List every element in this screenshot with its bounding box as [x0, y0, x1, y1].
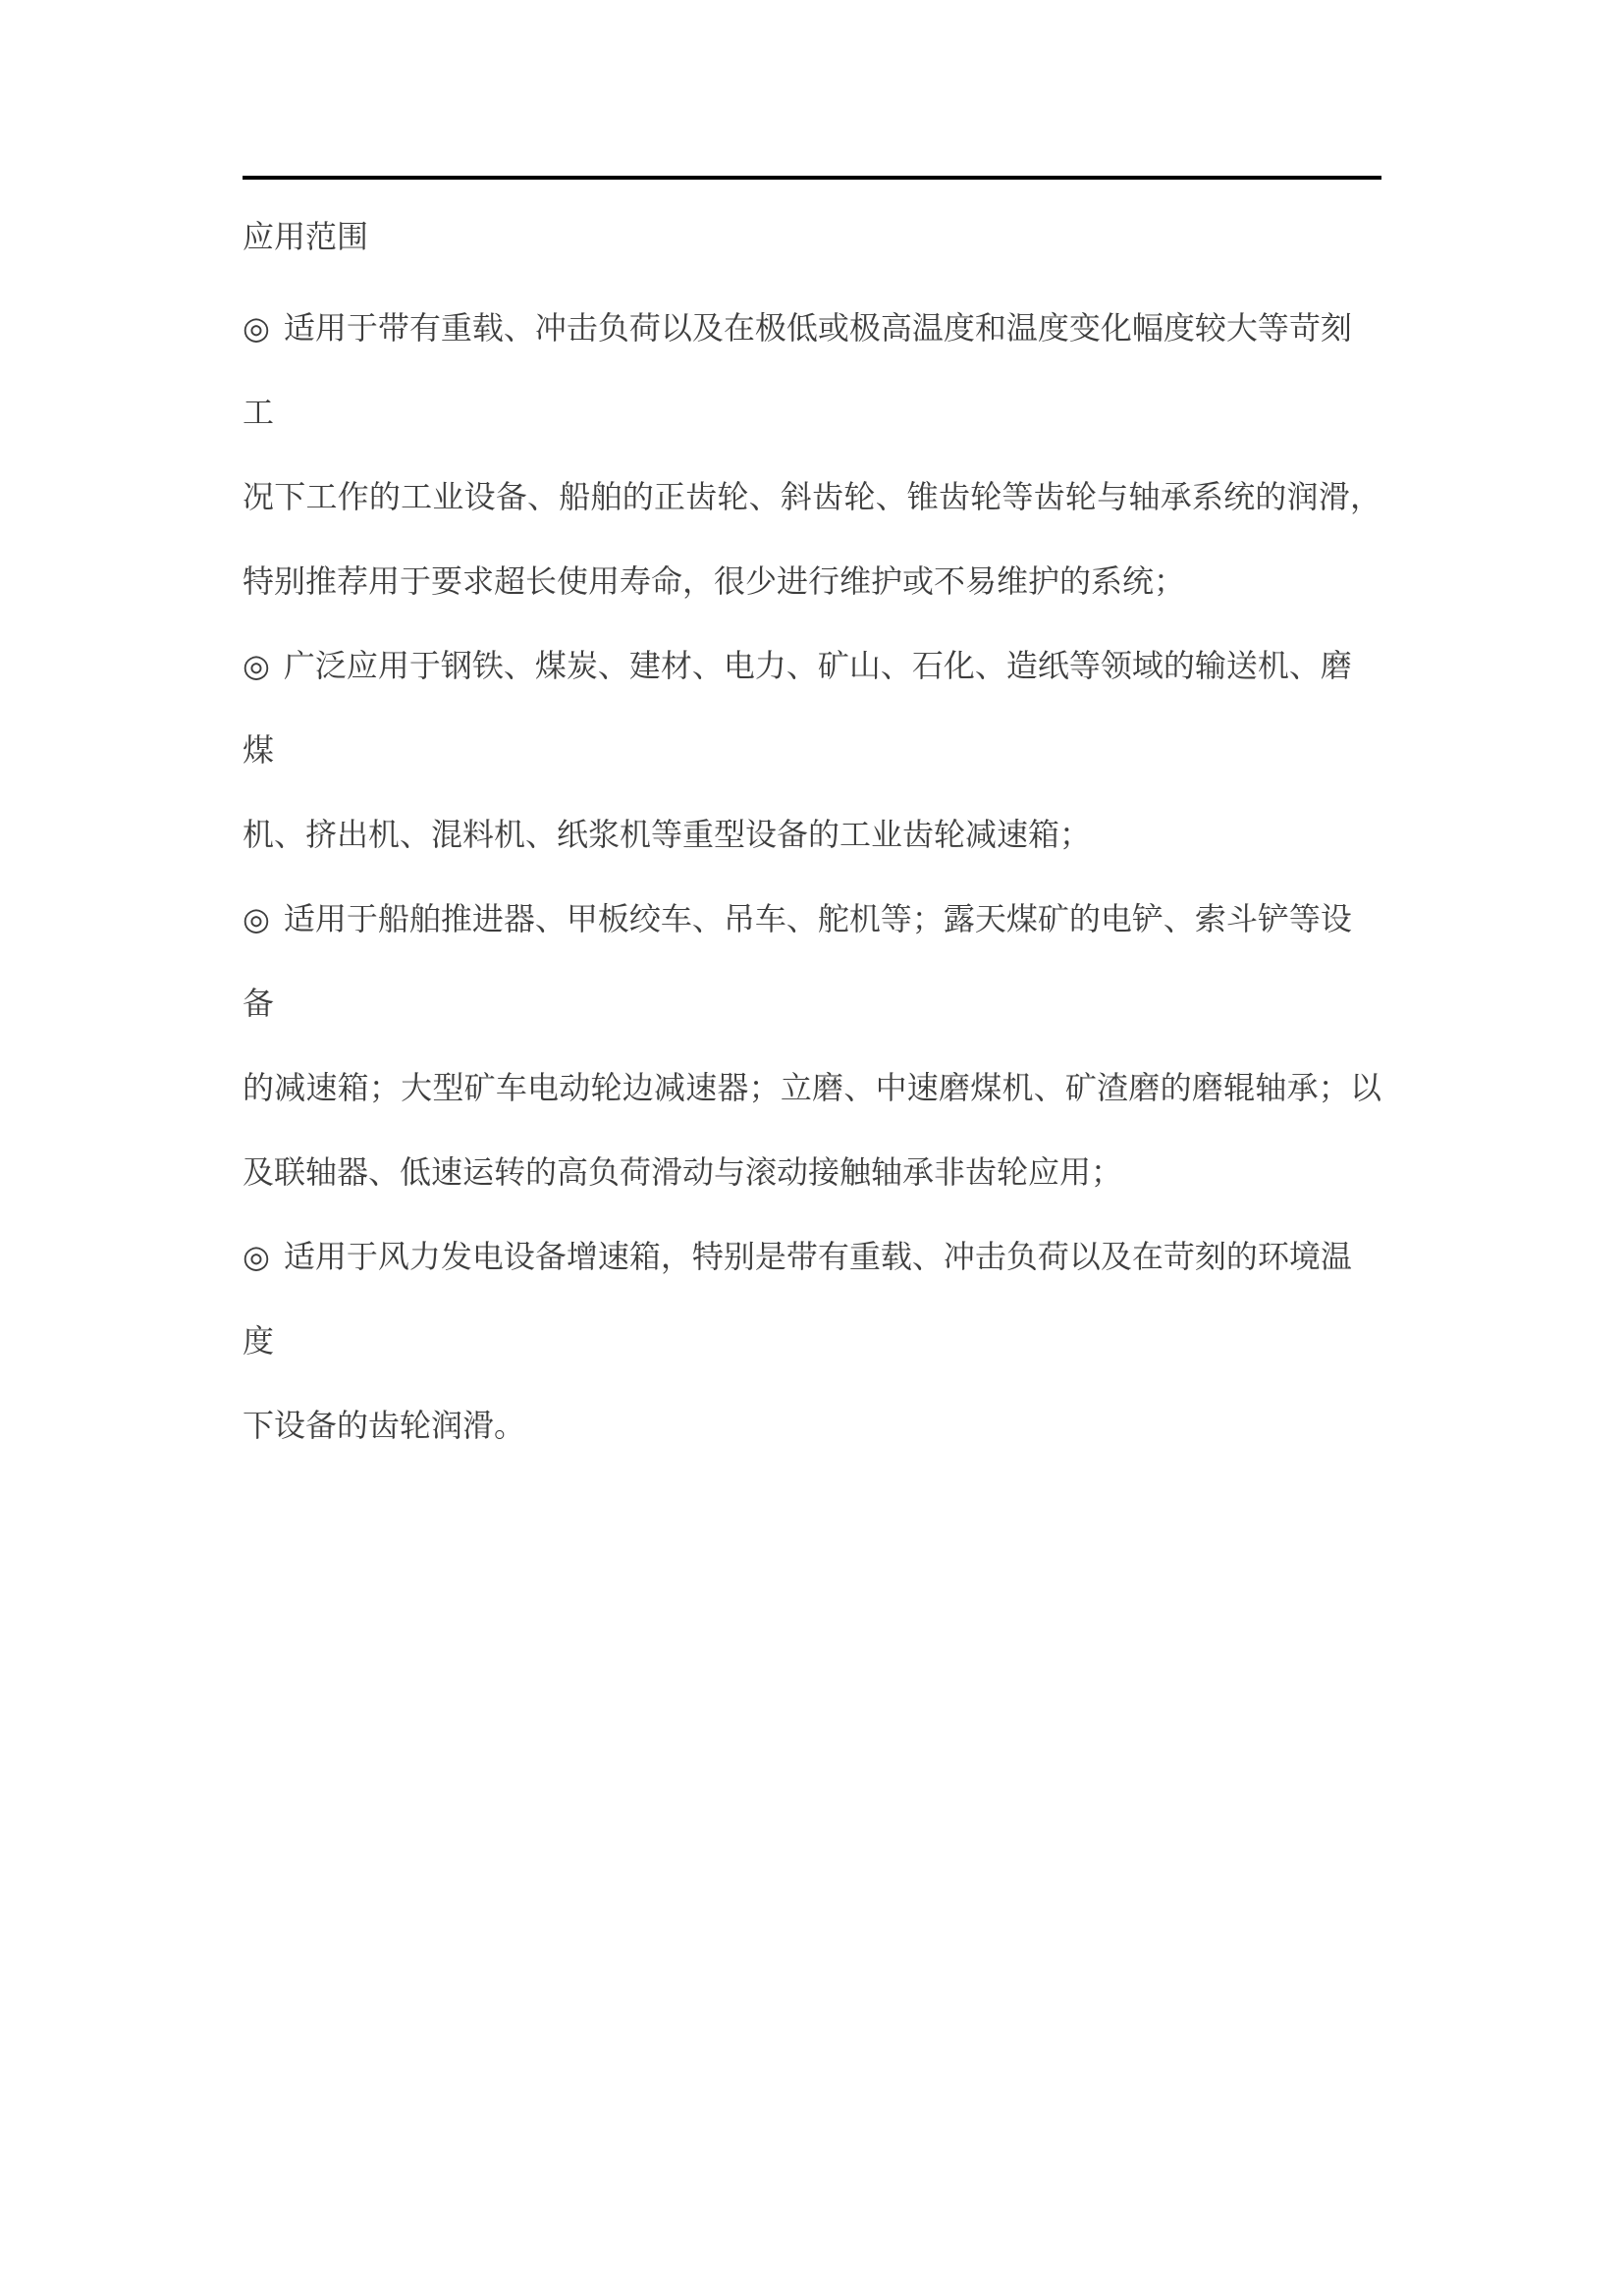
list-item-line: [243, 310, 1352, 430]
content-column: [243, 176, 1381, 1468]
bullet-paragraph: [243, 877, 1381, 1214]
bullet-icon: ◎: [243, 901, 270, 936]
line-text: 广泛应用于钢铁、煤炭、建材、电力、矿山、石化、造纸等领域的输送机、磨煤: [243, 648, 1352, 768]
line-text: 况下工作的工业设备、船舶的正齿轮、斜齿轮、锥齿轮等齿轮与轴承系统的润滑，: [243, 479, 1381, 514]
bullet-paragraph: [243, 623, 1381, 877]
horizontal-divider: [243, 176, 1381, 180]
bullet-paragraph: [243, 1214, 1381, 1468]
line-text: 适用于风力发电设备增速箱，特别是带有重载、冲击负荷以及在苛刻的环境温度: [243, 1239, 1352, 1359]
bullet-icon: ◎: [243, 648, 270, 683]
line-text: 适用于带有重载、冲击负荷以及在极低或极高温度和温度变化幅度较大等苛刻工: [243, 310, 1352, 430]
line-text: 下设备的齿轮润滑。: [243, 1408, 526, 1443]
line-text: 适用于船舶推进器、甲板绞车、吊车、舵机等；露天煤矿的电铲、索斗铲等设备: [243, 901, 1352, 1021]
section-heading: 应用范围: [243, 219, 369, 254]
list-item-line: [243, 901, 1352, 1021]
line-text: 机、挤出机、混料机、纸浆机等重型设备的工业齿轮减速箱；: [243, 817, 1092, 852]
bullet-paragraph: [243, 286, 1381, 623]
line-text: 特别推荐用于要求超长使用寿命，很少进行维护或不易维护的系统；: [243, 563, 1186, 599]
bullet-icon: ◎: [243, 1239, 270, 1274]
line-text: 及联轴器、低速运转的高负荷滑动与滚动接触轴承非齿轮应用；: [243, 1154, 1123, 1190]
line-text: 的减速箱；大型矿车电动轮边减速器；立磨、中速磨煤机、矿渣磨的磨辊轴承；以: [243, 1070, 1381, 1105]
list-item-line: [243, 1239, 1352, 1359]
list-item-line: [243, 648, 1352, 768]
bullet-icon: ◎: [243, 310, 270, 346]
